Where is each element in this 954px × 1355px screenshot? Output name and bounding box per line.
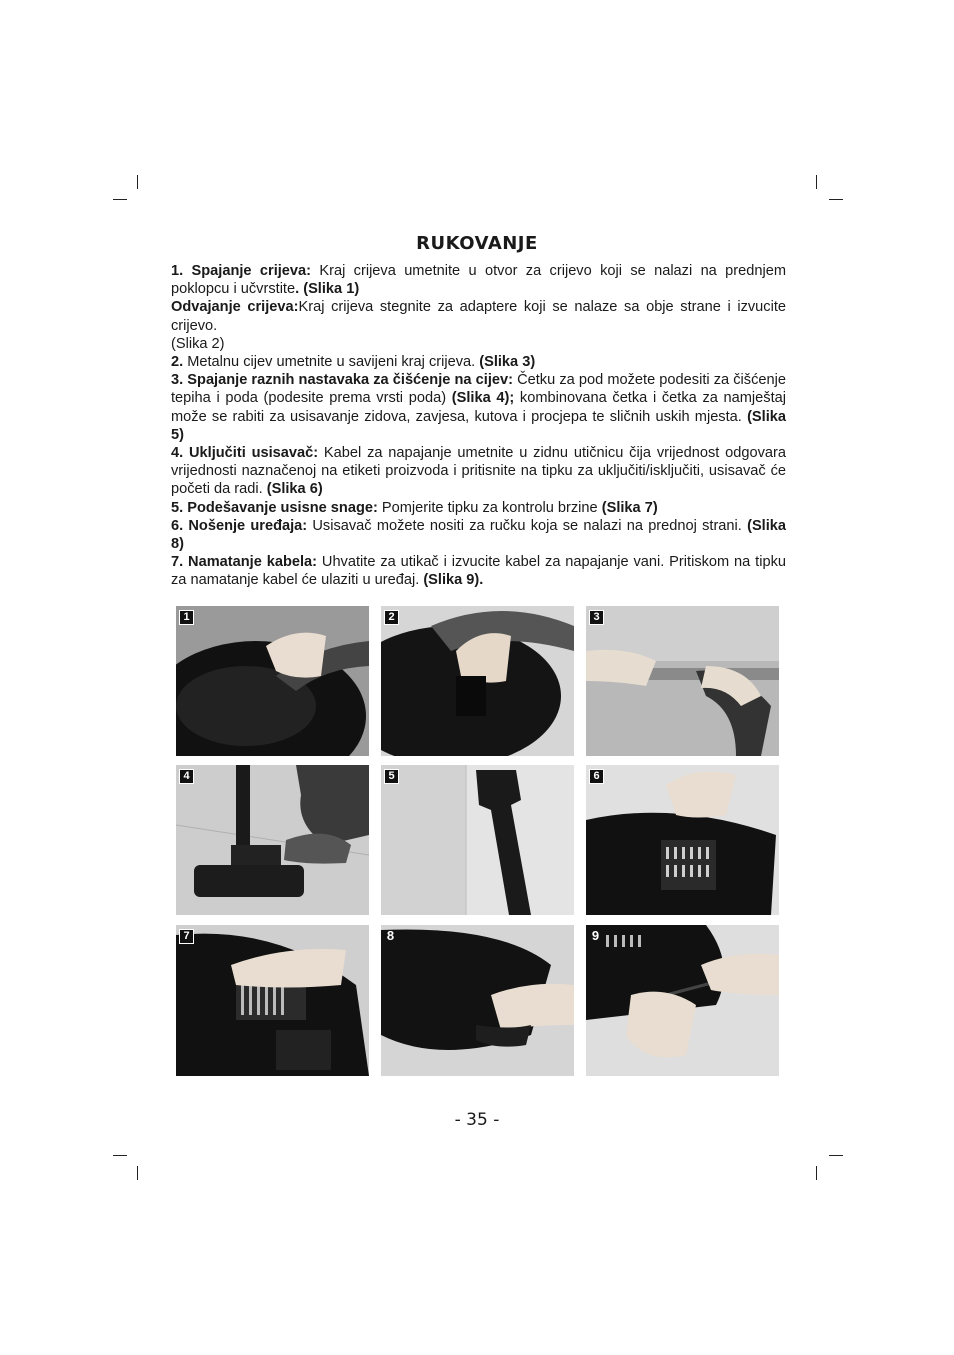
bold-text: 2. bbox=[171, 354, 184, 371]
body-text: Metalnu cijev umetnite u savijeni kraj crijeva. bbox=[183, 354, 480, 371]
bold-text: (Slika 8) bbox=[171, 517, 787, 553]
body-text: Kraj crijeva umetnite u otvor za crijevo koji se nalazi na prednjem poklopcu i učvrstite bbox=[171, 263, 786, 298]
instructions bbox=[171, 262, 786, 590]
bold-text: 7. Namatanje kabela: bbox=[171, 554, 318, 571]
instruction-paragraph bbox=[171, 553, 786, 589]
instruction-paragraph bbox=[171, 262, 786, 298]
bold-text: Odvajanje crijeva: bbox=[171, 299, 299, 316]
figure-8 bbox=[381, 925, 574, 1076]
figure-number: 2 bbox=[384, 610, 399, 625]
figure-4 bbox=[176, 765, 369, 915]
bold-text: (Slika 7) bbox=[601, 499, 658, 516]
bold-text: (Slika 5) bbox=[171, 408, 786, 443]
body-text: Pomjerite tipku za kontrolu brzine bbox=[377, 499, 602, 516]
figure-number: 6 bbox=[589, 769, 604, 784]
crop-mark bbox=[113, 1155, 127, 1156]
bold-text: 6. Nošenje uređaja: bbox=[171, 517, 308, 534]
figure-1 bbox=[176, 606, 369, 756]
instruction-paragraph bbox=[171, 298, 786, 334]
crop-mark bbox=[113, 199, 127, 200]
body-text: Usisavač možete nositi za ručku koja se nalazi na prednoj strani. bbox=[307, 517, 748, 534]
figure-number: 5 bbox=[384, 769, 399, 784]
instruction-paragraph bbox=[171, 371, 786, 444]
instruction-paragraph bbox=[171, 517, 786, 553]
body-text: kombinovana četka i četka za namještaj može se rabiti za usisavanje zidova, zavjesa, kutova i procjepa te sličnih uskih mjesta. bbox=[171, 390, 787, 425]
figure-number: 8 bbox=[386, 928, 395, 943]
bold-text: (Slika 4); bbox=[451, 390, 515, 407]
body-text: Uhvatite za utikač i izvucite kabel za napajanje vani. Pritiskom na tipku za namatanje kabel će ulaziti u uređaj. bbox=[171, 554, 786, 589]
figure-number: 9 bbox=[591, 928, 600, 943]
body-text: Kabel za napajanje umetnite u zidnu utičnicu čija vrijednost odgovara vrijednosti naznačenoj na etiketi proizvoda i pritisnite na tipku za uključiti/isključiti, usisavač će početi da radi. bbox=[171, 445, 786, 498]
crop-mark bbox=[829, 199, 843, 200]
bold-text: (Slika 3) bbox=[479, 354, 536, 371]
figure-number: 7 bbox=[179, 929, 194, 944]
bold-text: . (Slika 1) bbox=[295, 281, 360, 298]
page-title: RUKOVANJE bbox=[416, 233, 538, 254]
bold-text: 3. Spajanje raznih nastavaka za čišćenje na cijev: bbox=[171, 372, 513, 389]
instruction-paragraph bbox=[171, 353, 786, 371]
figure-9 bbox=[586, 925, 779, 1076]
body-text: Četku za pod možete podesiti za čišćenje tepiha i poda (podesite prema vrsti poda) bbox=[171, 372, 786, 407]
figure-6 bbox=[586, 765, 779, 915]
figure-7 bbox=[176, 925, 369, 1076]
body-text: (Slika 2) bbox=[171, 335, 225, 352]
bold-text: 5. Podešavanje usisne snage: bbox=[171, 499, 378, 516]
instruction-paragraph bbox=[171, 444, 786, 499]
figure-3 bbox=[586, 606, 779, 756]
bold-text: (Slika 9). bbox=[423, 572, 484, 589]
page-number: - 35 - bbox=[454, 1110, 500, 1130]
figure-number: 3 bbox=[589, 610, 604, 625]
figure-number: 1 bbox=[179, 610, 194, 625]
crop-mark bbox=[137, 175, 138, 189]
body-text: Kraj crijeva stegnite za adaptere koji se nalaze sa obje strane i izvucite crijevo. bbox=[171, 299, 786, 334]
bold-text: 4. Uključiti usisavač: bbox=[171, 445, 319, 462]
instruction-paragraph bbox=[171, 335, 786, 353]
crop-mark bbox=[137, 1166, 138, 1180]
instruction-paragraph bbox=[171, 499, 786, 517]
figure-2 bbox=[381, 606, 574, 756]
crop-mark bbox=[829, 1155, 843, 1156]
crop-mark bbox=[816, 1166, 817, 1180]
figure-number: 4 bbox=[179, 769, 194, 784]
crop-mark bbox=[816, 175, 817, 189]
figure-grid bbox=[176, 606, 779, 1076]
bold-text: 1. Spajanje crijeva: bbox=[171, 263, 312, 279]
figure-5 bbox=[381, 765, 574, 915]
bold-text: (Slika 6) bbox=[266, 481, 323, 498]
